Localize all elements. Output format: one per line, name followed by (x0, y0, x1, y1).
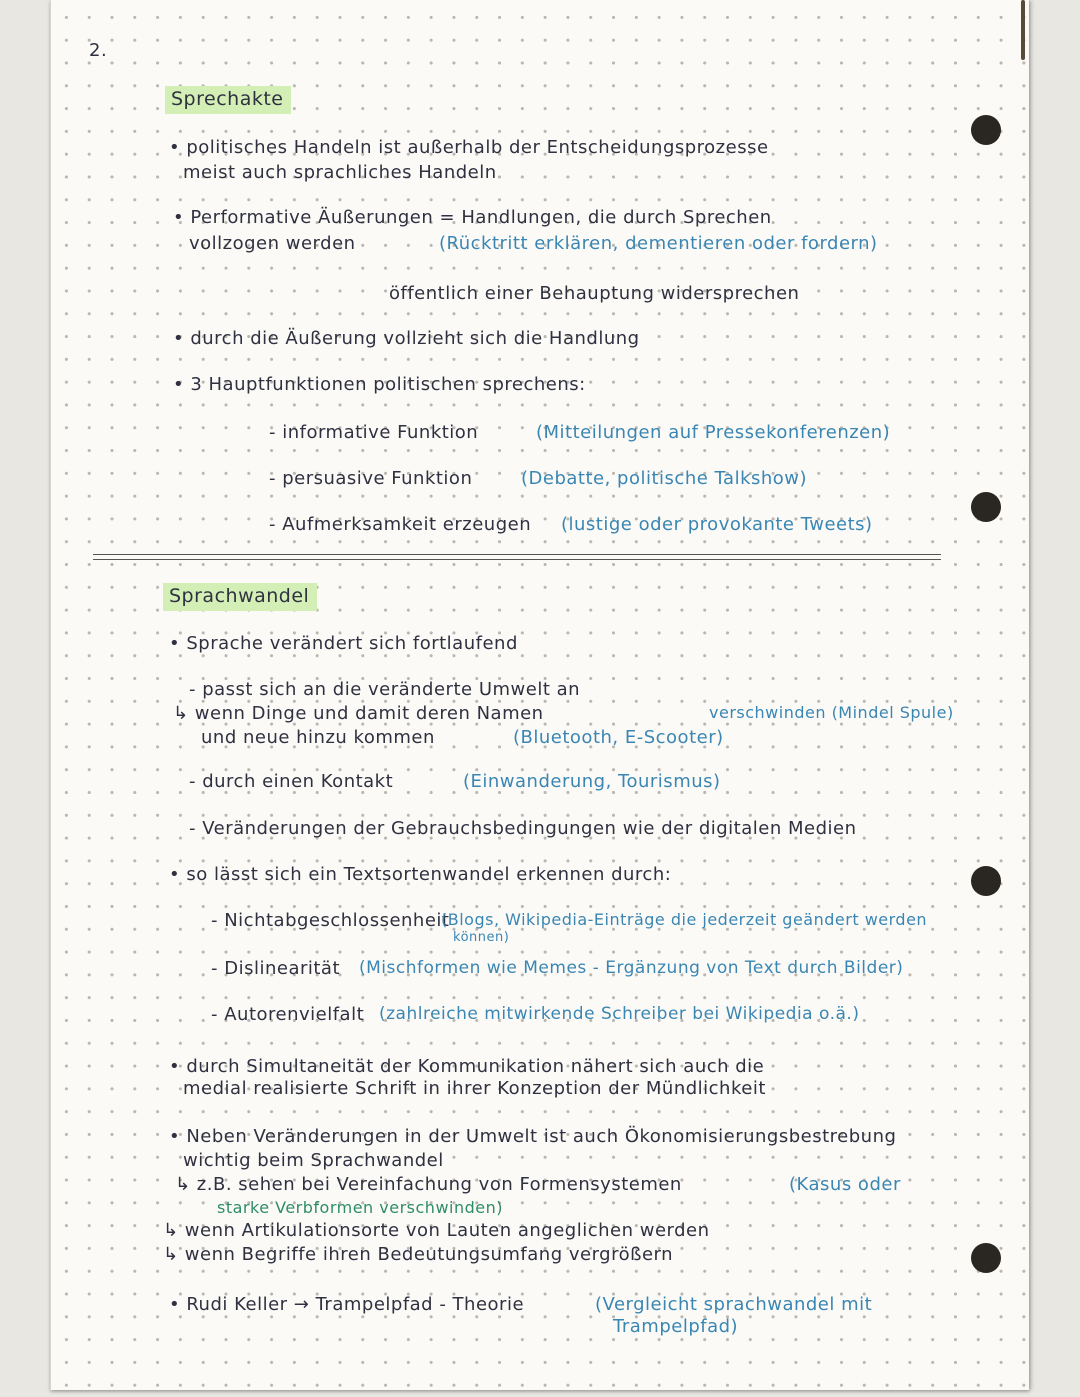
note-line: - durch einen Kontakt (189, 771, 394, 792)
note-line-example: (Debatte, politische Talkshow) (521, 468, 808, 489)
note-line: - Dislinearität (211, 958, 341, 979)
note-line: - Aufmerksamkeit erzeugen (269, 514, 532, 535)
note-line-example: (Mitteilungen auf Pressekonferenzen) (536, 422, 891, 443)
note-line: ↳ wenn Dinge und damit deren Namen (173, 703, 544, 724)
note-line: meist auch sprachliches Handeln (183, 162, 497, 183)
note-line-example: (Einwanderung, Tourismus) (463, 771, 721, 792)
note-line: medial realisierte Schrift in ihrer Konzeption der Mündlichkeit (183, 1078, 766, 1099)
note-line: • durch Simultaneität der Kommunikation nähert sich auch die (169, 1056, 765, 1077)
note-line: - Veränderungen der Gebrauchsbedingungen wie der digitalen Medien (189, 818, 857, 839)
punch-hole-1 (971, 115, 1001, 145)
note-line: • Sprache verändert sich fortlaufend (169, 633, 518, 654)
page-number: 2. (89, 40, 108, 61)
note-line: • Neben Veränderungen in der Umwelt ist auch Ökonomisierungsbestrebung (169, 1126, 897, 1147)
note-line: • 3 Hauptfunktionen politischen sprechens: (173, 374, 586, 395)
note-line-example: verschwinden (Mindel Spule) (709, 703, 954, 722)
note-line-example: (Mischformen wie Memes - Ergänzung von Text durch Bilder) (359, 958, 904, 978)
note-line-example: (Vergleicht sprachwandel mit (595, 1294, 873, 1315)
punch-hole-3 (971, 866, 1001, 896)
note-line: • Rudi Keller → Trampelpfad - Theorie (169, 1294, 525, 1315)
note-line: - Autorenvielfalt (211, 1004, 365, 1025)
punch-hole-4 (971, 1243, 1001, 1273)
note-line-example: (Bluetooth, E-Scooter) (513, 727, 724, 748)
note-line: • politisches Handeln ist außerhalb der Entscheidungsprozesse (169, 137, 769, 158)
punch-hole-2 (971, 492, 1001, 522)
notebook-page (50, 0, 1029, 1390)
note-line: - informative Funktion (269, 422, 479, 443)
section-divider (93, 554, 941, 560)
note-line: vollzogen werden (189, 233, 356, 254)
note-line: • so lässt sich ein Textsortenwandel erkennen durch: (169, 864, 672, 885)
note-line-example: Trampelpfad) (613, 1316, 739, 1337)
section-heading-sprechakte: Sprechakte (165, 86, 291, 114)
note-line-example: starke Verbformen verschwinden) (217, 1198, 503, 1217)
note-line: • Performative Äußerungen = Handlungen, die durch Sprechen (173, 207, 772, 228)
note-line-example: (Blogs, Wikipedia-Einträge die jederzeit geändert werden (441, 910, 928, 929)
note-line: - passt sich an die veränderte Umwelt an (189, 679, 581, 700)
note-line: öffentlich einer Behauptung widersprechen (389, 283, 800, 304)
note-line-example: können) (453, 930, 510, 945)
note-line: und neue hinzu kommen (201, 727, 435, 748)
note-line: ↳ wenn Begriffe ihren Bedeutungsumfang vergrößern (163, 1244, 674, 1265)
note-line: - persuasive Funktion (269, 468, 473, 489)
section-heading-sprachwandel: Sprachwandel (163, 583, 317, 611)
note-line: ↳ z.B. sehen bei Vereinfachung von Formensystemen (175, 1174, 682, 1195)
note-line: wichtig beim Sprachwandel (183, 1150, 444, 1171)
note-line-example: (Kasus oder (789, 1174, 901, 1195)
note-line: • durch die Äußerung vollzieht sich die Handlung (173, 328, 640, 349)
page-edge-mark (1021, 0, 1025, 60)
note-line-example: (lustige oder provokante Tweets) (561, 514, 873, 535)
note-line: - Nichtabgeschlossenheit (211, 910, 450, 931)
note-line: ↳ wenn Artikulationsorte von Lauten angeglichen werden (163, 1220, 710, 1241)
note-line-example: (Rücktritt erklären, dementieren oder fordern) (439, 233, 878, 254)
note-line-example: (zahlreiche mitwirkende Schreiber bei Wikipedia o.ä.) (379, 1004, 860, 1024)
